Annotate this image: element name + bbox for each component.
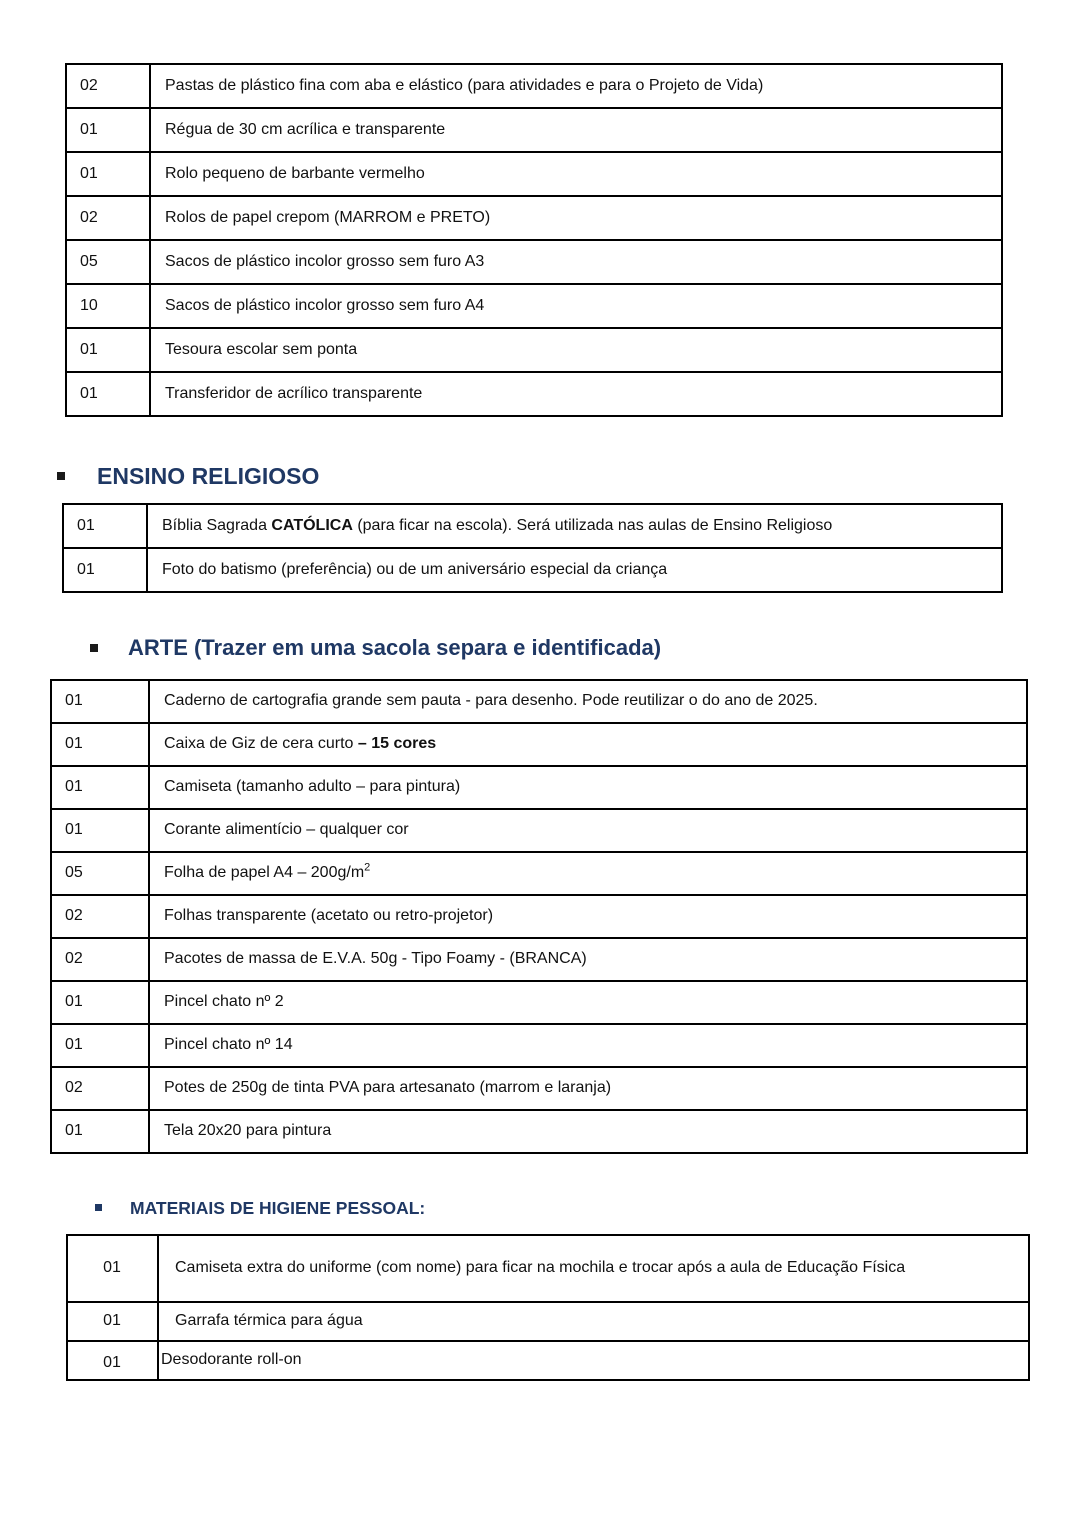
quantity-cell: 01 xyxy=(51,1110,149,1153)
table-row xyxy=(66,372,1002,416)
description-cell: Transferidor de acrílico transparente xyxy=(150,372,1002,416)
quantity-cell: 01 xyxy=(51,981,149,1024)
description-cell: Folha de papel $A4 - 200g/m^2$ xyxy=(149,852,1027,895)
description-cell: Sacos de plástico incolor grosso sem furo A4 xyxy=(150,284,1002,328)
description-cell: Foto do batismo (preferência) ou de um aniversário especial da criança xyxy=(147,548,1002,592)
section-title-arte: ARTE (Trazer em uma sacola separa e identificada) xyxy=(128,635,662,661)
quantity-cell: 05 xyxy=(51,852,149,895)
table-row xyxy=(66,152,1002,196)
table-row xyxy=(66,108,1002,152)
table-row xyxy=(51,895,1027,938)
quantity-cell: 01 xyxy=(67,1302,158,1341)
section-title-higiene-pessoal: MATERIAIS DE HIGIENE PESSOAL: xyxy=(130,1197,426,1218)
quantity-cell: 01 xyxy=(67,1235,158,1302)
supply-table-higiene-pessoal xyxy=(66,1234,1030,1381)
quantity-cell: 01 xyxy=(63,548,147,592)
quantity-cell: 02 xyxy=(51,1067,149,1110)
quantity-cell: 01 xyxy=(51,1024,149,1067)
quantity-cell: 01 xyxy=(51,680,149,723)
quantity-cell: 10 xyxy=(66,284,150,328)
quantity-cell: 05 xyxy=(66,240,150,284)
description-cell: Pastas de plástico fina com aba e elástico (para atividades e para o Projeto de Vida) xyxy=(150,64,1002,108)
table-row xyxy=(51,766,1027,809)
description-cell: Camiseta extra do uniforme (com nome) para ficar na mochila e trocar após a aula de Educação Física xyxy=(158,1235,1029,1302)
square-bullet-icon xyxy=(95,1204,102,1211)
description-cell: Pacotes de massa de E.V.A. 50g - Tipo Foamy - (BRANCA) xyxy=(149,938,1027,981)
table-row xyxy=(51,723,1027,766)
description-cell: Tela 20x20 para pintura xyxy=(149,1110,1027,1153)
quantity-cell: 01 xyxy=(51,809,149,852)
description-cell: Caderno de cartografia grande sem pauta - para desenho. Pode reutilizar o do ano de 2025. xyxy=(149,680,1027,723)
description-cell: Folhas transparente (acetato ou retro-projetor) xyxy=(149,895,1027,938)
quantity-cell: 02 xyxy=(66,64,150,108)
description-cell: Desodorante roll-on xyxy=(158,1341,1029,1380)
section-header-arte xyxy=(90,635,1080,660)
description-cell: Rolo pequeno de barbante vermelho xyxy=(150,152,1002,196)
table-row xyxy=(51,852,1027,895)
quantity-cell: 01 xyxy=(67,1344,158,1383)
table-row xyxy=(66,328,1002,372)
square-bullet-icon xyxy=(90,644,98,652)
quantity-cell: 01 xyxy=(66,328,150,372)
table-row xyxy=(51,680,1027,723)
quantity-cell: 01 xyxy=(63,504,147,548)
description-cell: Camiseta (tamanho adulto – para pintura) xyxy=(149,766,1027,809)
description-cell: Rolos de papel crepom (MARROM e PRETO) xyxy=(150,196,1002,240)
quantity-cell: 01 xyxy=(66,372,150,416)
description-cell: Potes de 250g de tinta PVA para artesanato (marrom e laranja) xyxy=(149,1067,1027,1110)
description-cell: Régua de 30 cm acrílica e transparente xyxy=(150,108,1002,152)
quantity-cell: 02 xyxy=(66,196,150,240)
description-cell: Tesoura escolar sem ponta xyxy=(150,328,1002,372)
table-row xyxy=(67,1341,1029,1380)
supply-table-arte xyxy=(50,679,1028,1154)
quantity-cell: 01 xyxy=(51,766,149,809)
table-row xyxy=(51,1110,1027,1153)
table-row xyxy=(63,504,1002,548)
square-bullet-icon xyxy=(57,472,65,480)
description-cell: Corante alimentício – qualquer cor xyxy=(149,809,1027,852)
table-row xyxy=(51,938,1027,981)
quantity-cell: 01 xyxy=(51,723,149,766)
quantity-cell: 02 xyxy=(51,938,149,981)
table-row xyxy=(66,240,1002,284)
quantity-cell: 01 xyxy=(66,108,150,152)
quantity-cell: 02 xyxy=(51,895,149,938)
section-header-higiene-pessoal xyxy=(95,1198,1080,1218)
description-cell: Caixa de Giz de cera curto – 15 cores xyxy=(149,723,1027,766)
table-row xyxy=(51,981,1027,1024)
table-row xyxy=(51,809,1027,852)
table-row xyxy=(66,284,1002,328)
description-cell: Pincel chato nº 2 xyxy=(149,981,1027,1024)
description-cell: Pincel chato nº 14 xyxy=(149,1024,1027,1067)
table-row xyxy=(67,1302,1029,1341)
section-title-ensino-religioso: ENSINO RELIGIOSO xyxy=(97,463,320,489)
table-row xyxy=(51,1024,1027,1067)
description-cell: Garrafa térmica para água xyxy=(158,1302,1029,1341)
description-cell: Sacos de plástico incolor grosso sem furo A3 xyxy=(150,240,1002,284)
table-row xyxy=(66,64,1002,108)
table-row xyxy=(67,1235,1029,1302)
table-row xyxy=(51,1067,1027,1110)
section-header-ensino-religioso xyxy=(57,463,1080,489)
table-row xyxy=(63,548,1002,592)
description-cell: Bíblia Sagrada CATÓLICA (para ficar na escola). Será utilizada nas aulas de Ensino Religioso xyxy=(147,504,1002,548)
supply-table-ensino-religioso xyxy=(62,503,1003,593)
table-row xyxy=(66,196,1002,240)
quantity-cell: 01 xyxy=(66,152,150,196)
supply-table-general xyxy=(65,63,1003,417)
